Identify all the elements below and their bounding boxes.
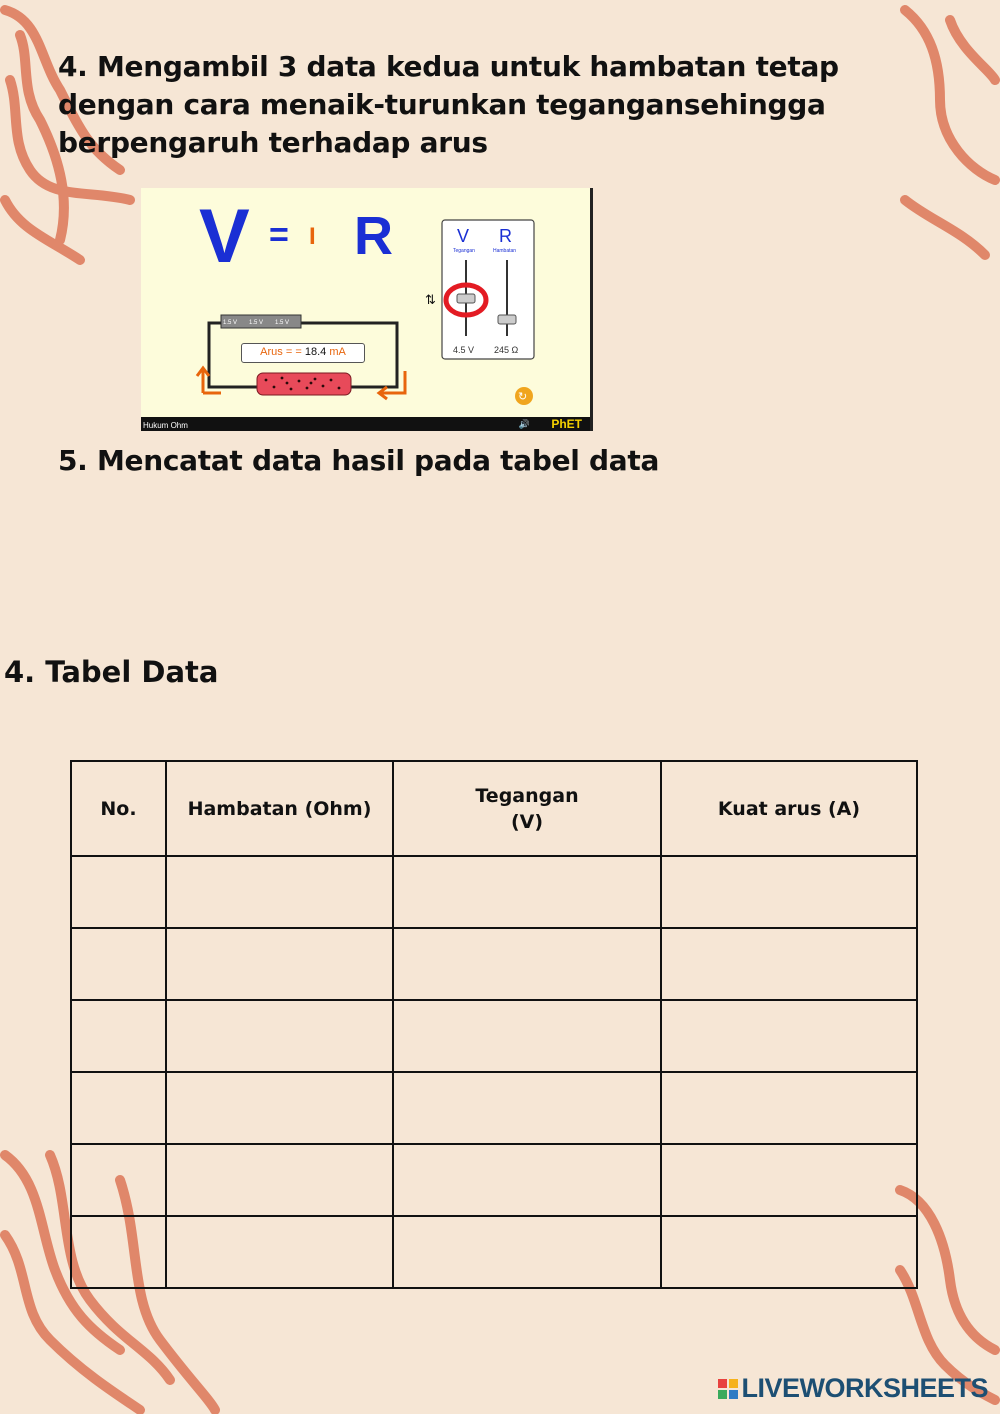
sound-icon[interactable]: 🔊	[518, 420, 530, 430]
slider-v-caption: Tegangan	[453, 248, 475, 254]
phet-logo: PhET	[551, 417, 582, 431]
cell-hambatan[interactable]	[166, 1216, 393, 1288]
header-tegangan-line1: Tegangan	[475, 784, 579, 807]
formula-i: I	[309, 223, 316, 250]
battery-label-2: 1.5 V	[249, 320, 264, 326]
formula-equals: =	[269, 216, 289, 254]
step-4-instruction: 4. Mengambil 3 data kedua untuk hambatan tetap dengan cara menaik-turunkan tegangansehingga berpengaruh terhadap arus	[58, 50, 839, 159]
current-arrow-right	[379, 371, 405, 399]
header-tegangan	[393, 761, 661, 856]
voltage-slider-thumb[interactable]	[457, 294, 475, 303]
cell-hambatan[interactable]	[166, 1072, 393, 1144]
header-tegangan-line2: (V)	[510, 810, 544, 833]
cell-no[interactable]	[71, 1144, 166, 1216]
cell-kuat-arus[interactable]	[661, 1144, 917, 1216]
simulation-title: Hukum Ohm	[143, 421, 188, 430]
cell-hambatan[interactable]	[166, 1144, 393, 1216]
cell-kuat-arus[interactable]	[661, 1000, 917, 1072]
slider-r-label: R	[499, 226, 512, 246]
logo-icon	[718, 1379, 738, 1399]
table-row	[71, 928, 917, 1000]
cell-kuat-arus[interactable]	[661, 1216, 917, 1288]
cell-tegangan[interactable]	[393, 1000, 661, 1072]
cell-tegangan[interactable]	[393, 928, 661, 1000]
step-5-instruction: 5. Mencatat data hasil pada tabel data	[58, 444, 660, 477]
table-row	[71, 856, 917, 928]
resistance-value: 245 Ω	[494, 345, 519, 355]
slider-r-caption: Hambatan	[493, 248, 517, 254]
formula-r: R	[354, 206, 393, 266]
cell-tegangan[interactable]	[393, 1216, 661, 1288]
formula-v: V	[199, 194, 250, 279]
cell-hambatan[interactable]	[166, 928, 393, 1000]
current-readout	[241, 343, 365, 363]
current-equals: =	[295, 346, 302, 358]
cell-kuat-arus[interactable]	[661, 928, 917, 1000]
battery-label-3: 1.5 V	[275, 320, 290, 326]
cell-tegangan[interactable]	[393, 856, 661, 928]
data-table	[70, 760, 918, 1289]
header-no: No.	[71, 761, 166, 856]
cell-no[interactable]	[71, 1072, 166, 1144]
reset-icon: ↻	[518, 391, 528, 403]
table-row	[71, 1144, 917, 1216]
header-hambatan: Hambatan (Ohm)	[166, 761, 393, 856]
voltage-value: 4.5 V	[453, 345, 475, 355]
simulation-graphic	[141, 188, 593, 431]
cell-hambatan[interactable]	[166, 1000, 393, 1072]
header-kuat-arus: Kuat arus (A)	[661, 761, 917, 856]
battery-label-1: 1.5 V	[223, 320, 238, 326]
cell-no[interactable]	[71, 928, 166, 1000]
up-down-arrows-icon: ⇅	[425, 292, 436, 307]
slider-v-label: V	[457, 226, 470, 246]
cell-tegangan[interactable]	[393, 1144, 661, 1216]
table-body	[71, 856, 917, 1288]
current-unit: mA	[329, 346, 346, 358]
liveworksheets-logo	[718, 1373, 988, 1404]
cell-tegangan[interactable]	[393, 1072, 661, 1144]
resistance-slider-thumb[interactable]	[498, 315, 516, 324]
cell-no[interactable]	[71, 1216, 166, 1288]
logo-text: LIVEWORKSHEETS	[741, 1373, 988, 1403]
cell-hambatan[interactable]	[166, 856, 393, 928]
cell-no[interactable]	[71, 1000, 166, 1072]
simulation-footer	[141, 417, 590, 431]
resistor	[257, 373, 351, 395]
current-label: Arus =	[260, 346, 293, 358]
cell-kuat-arus[interactable]	[661, 1072, 917, 1144]
table-row	[71, 1216, 917, 1288]
table-row	[71, 1072, 917, 1144]
current-value: 18.4	[304, 346, 327, 358]
table-row	[71, 1000, 917, 1072]
section-title: 4. Tabel Data	[4, 655, 219, 689]
cell-no[interactable]	[71, 856, 166, 928]
cell-kuat-arus[interactable]	[661, 856, 917, 928]
table-header-row	[71, 761, 917, 856]
ohm-law-simulation-screenshot	[141, 188, 593, 431]
